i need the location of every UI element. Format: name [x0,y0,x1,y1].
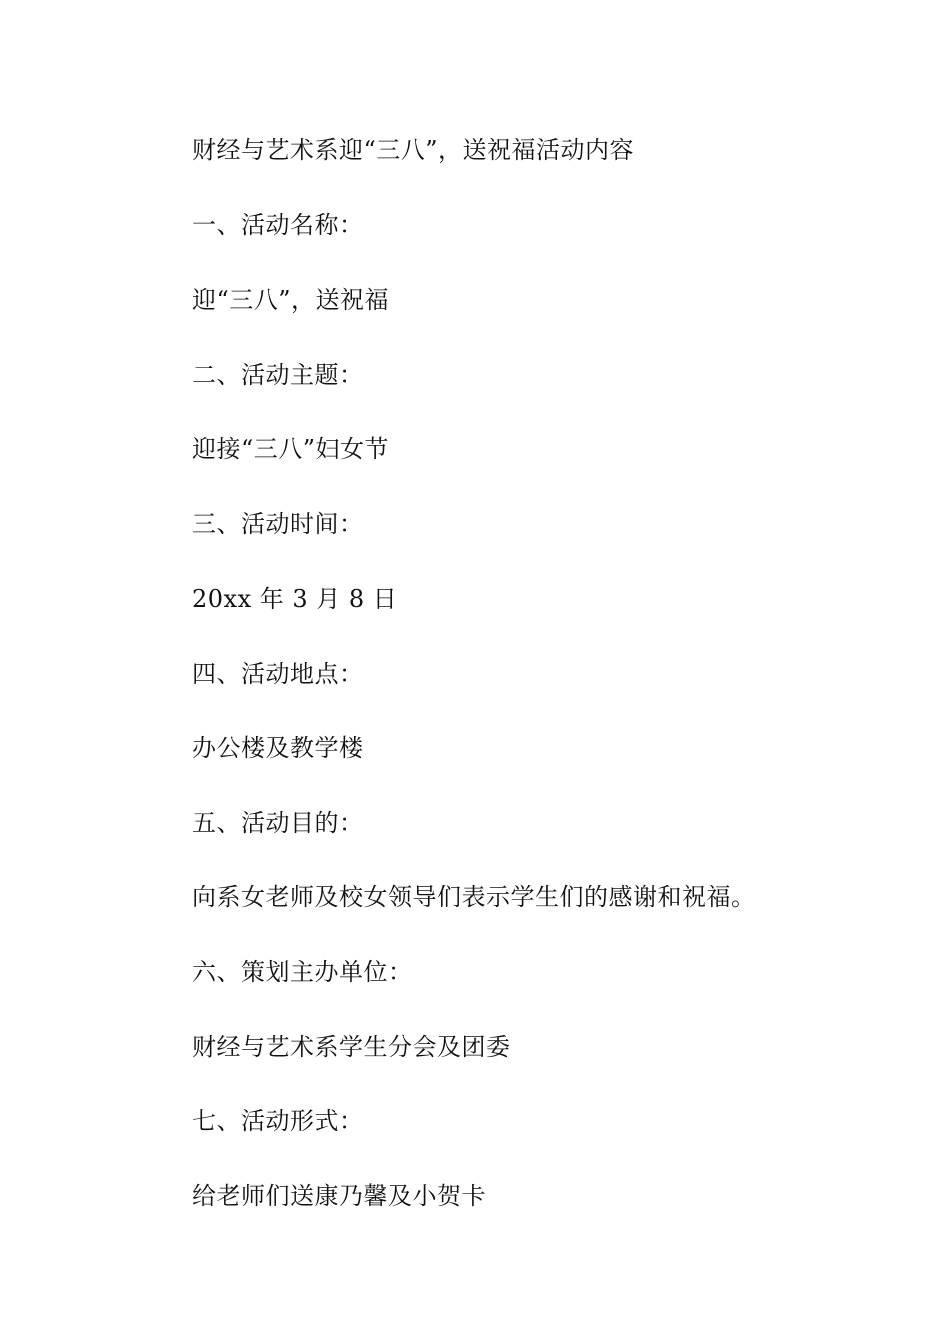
section-heading-theme: 二、活动主题： [192,361,364,389]
section-heading-organizer: 六、策划主办单位： [192,958,413,986]
section-heading-purpose: 五、活动目的： [192,809,364,837]
section-heading-format: 七、活动形式： [192,1107,364,1135]
section-content-location: 办公楼及教学楼 [192,734,364,762]
section-heading-location: 四、活动地点： [192,660,364,688]
section-content-name: 迎“三八”，送祝福 [192,286,390,314]
document-title: 财经与艺术系迎“三八”，送祝福活动内容 [192,136,635,164]
section-content-theme: 迎接“三八”妇女节 [192,435,390,463]
section-heading-time: 三、活动时间： [192,510,364,538]
section-content-format: 给老师们送康乃馨及小贺卡 [192,1182,486,1210]
section-content-time: 20xx 年 3 月 8 日 [192,585,398,613]
section-heading-name: 一、活动名称： [192,211,364,239]
section-content-organizer: 财经与艺术系学生分会及团委 [192,1033,511,1061]
section-content-purpose: 向系女老师及校女领导们表示学生们的感谢和祝福。 [192,883,756,911]
